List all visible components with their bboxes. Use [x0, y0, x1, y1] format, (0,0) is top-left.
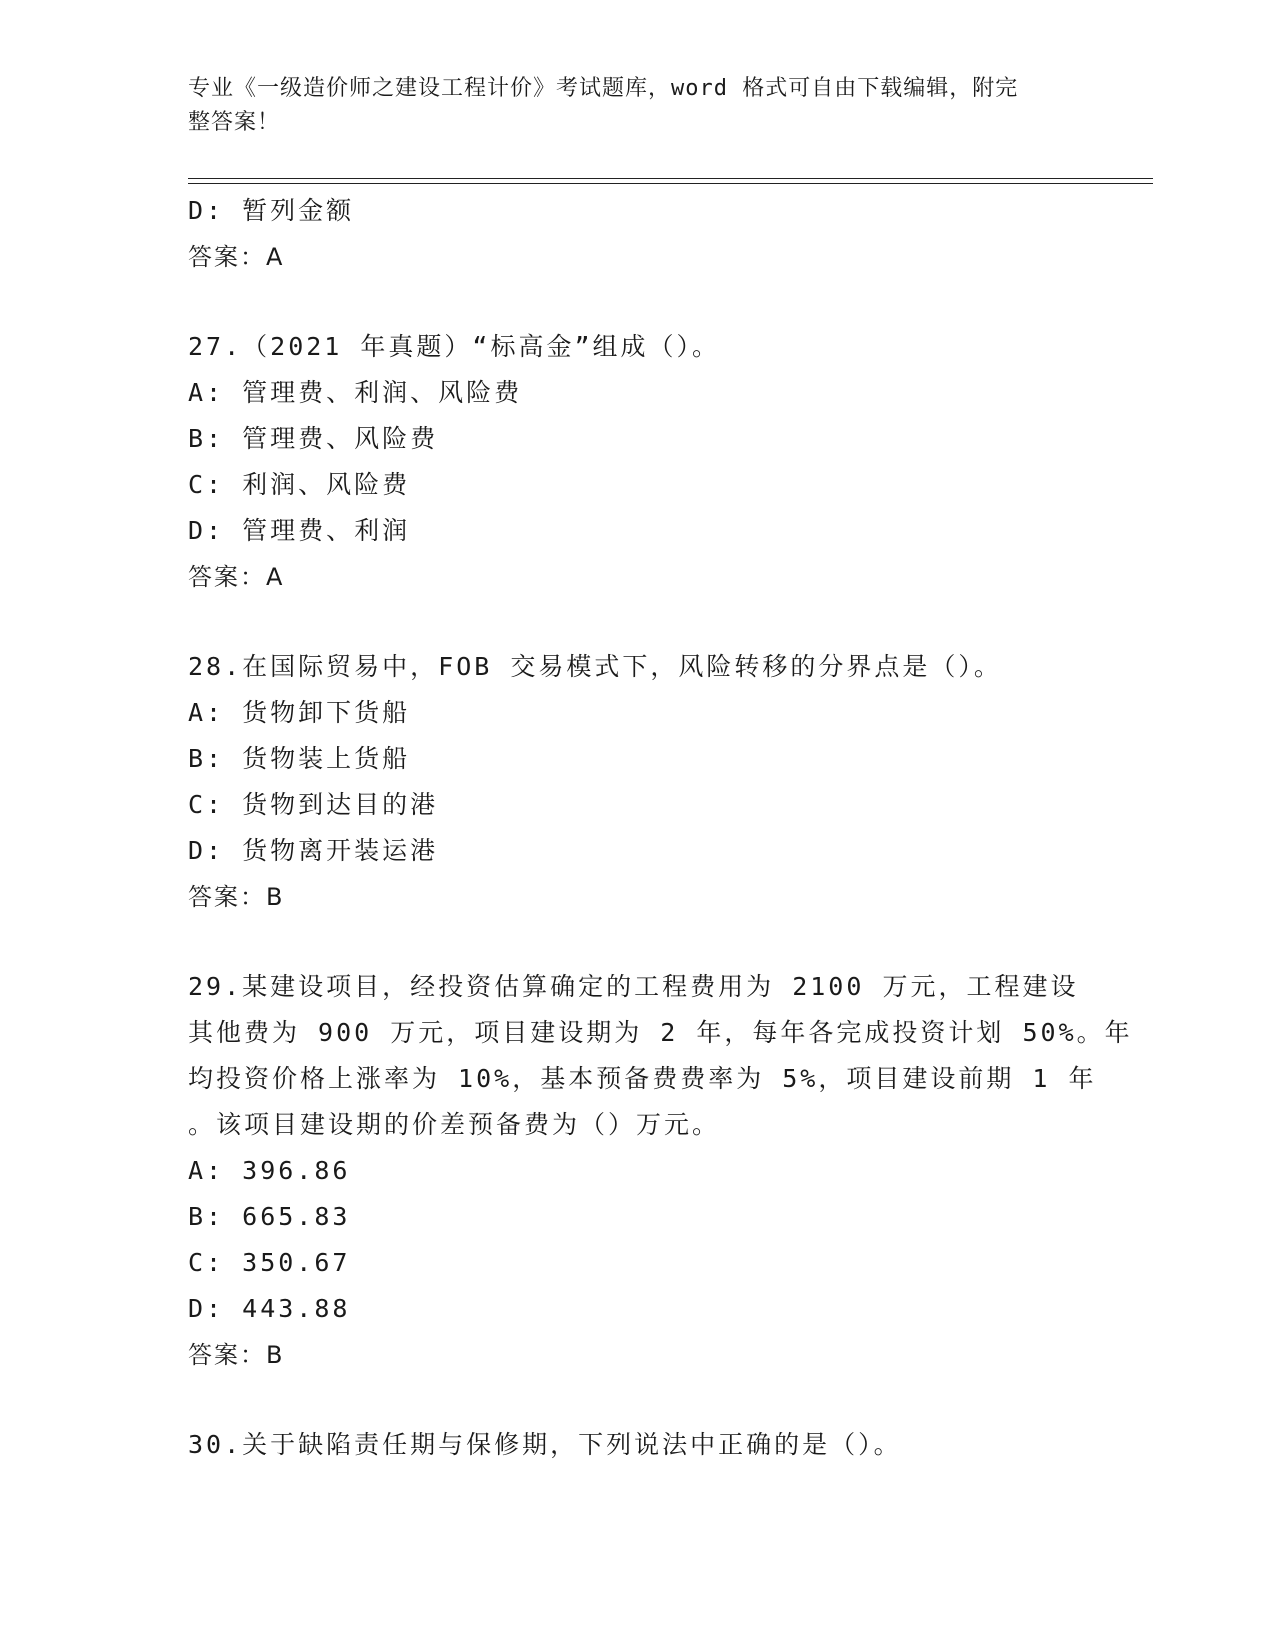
- question-text: 30.关于缺陷责任期与保修期，下列说法中正确的是（）。: [188, 1430, 902, 1459]
- header-divider-top: [188, 178, 1153, 179]
- question-text: [188, 964, 1133, 1148]
- question-text-line-4: 。该项目建设期的价差预备费为（）万元。: [188, 1110, 721, 1139]
- answer: 答案：B: [188, 1341, 285, 1369]
- option-a: A: 396.86: [188, 1156, 351, 1185]
- option-d: D: 暂列金额: [188, 196, 355, 225]
- question-text-line-3: 均投资价格上涨率为 10%，基本预备费费率为 5%，项目建设前期 1 年: [188, 1064, 1097, 1093]
- option-a: A: 货物卸下货船: [188, 698, 411, 727]
- question-27: [188, 324, 1088, 600]
- header-line-1: 专业《一级造价师之建设工程计价》考试题库，word 格式可自由下载编辑，附完: [188, 76, 1019, 101]
- option-b: B: 665.83: [188, 1202, 351, 1231]
- question-28: [188, 644, 1088, 920]
- question-26-tail: [188, 188, 1088, 280]
- option-d: D: 管理费、利润: [188, 516, 411, 545]
- question-list: [188, 188, 1133, 1468]
- question-text: 28.在国际贸易中，FOB 交易模式下，风险转移的分界点是（）。: [188, 652, 1002, 681]
- header-divider-bottom: [188, 183, 1153, 184]
- option-d: D: 货物离开装运港: [188, 836, 439, 865]
- option-a: A: 管理费、利润、风险费: [188, 378, 523, 407]
- document-header: [188, 72, 1068, 140]
- option-b: B: 货物装上货船: [188, 744, 411, 773]
- option-c: C: 350.67: [188, 1248, 351, 1277]
- answer: 答案：B: [188, 883, 285, 911]
- option-c: C: 货物到达目的港: [188, 790, 439, 819]
- option-b: B: 管理费、风险费: [188, 424, 439, 453]
- option-c: C: 利润、风险费: [188, 470, 411, 499]
- question-text-line-2: 其他费为 900 万元，项目建设期为 2 年，每年各完成投资计划 50%。年: [188, 1018, 1133, 1047]
- question-29: [188, 964, 1133, 1378]
- question-text: 27.（2021 年真题）“标高金”组成（）。: [188, 332, 721, 361]
- option-d: D: 443.88: [188, 1294, 351, 1323]
- answer: 答案：A: [188, 563, 285, 591]
- header-line-2: 整答案！: [188, 110, 281, 135]
- question-30: [188, 1422, 1088, 1468]
- question-text-line-1: 29.某建设项目，经投资估算确定的工程费用为 2100 万元，工程建设: [188, 972, 1079, 1001]
- answer: 答案：A: [188, 243, 285, 271]
